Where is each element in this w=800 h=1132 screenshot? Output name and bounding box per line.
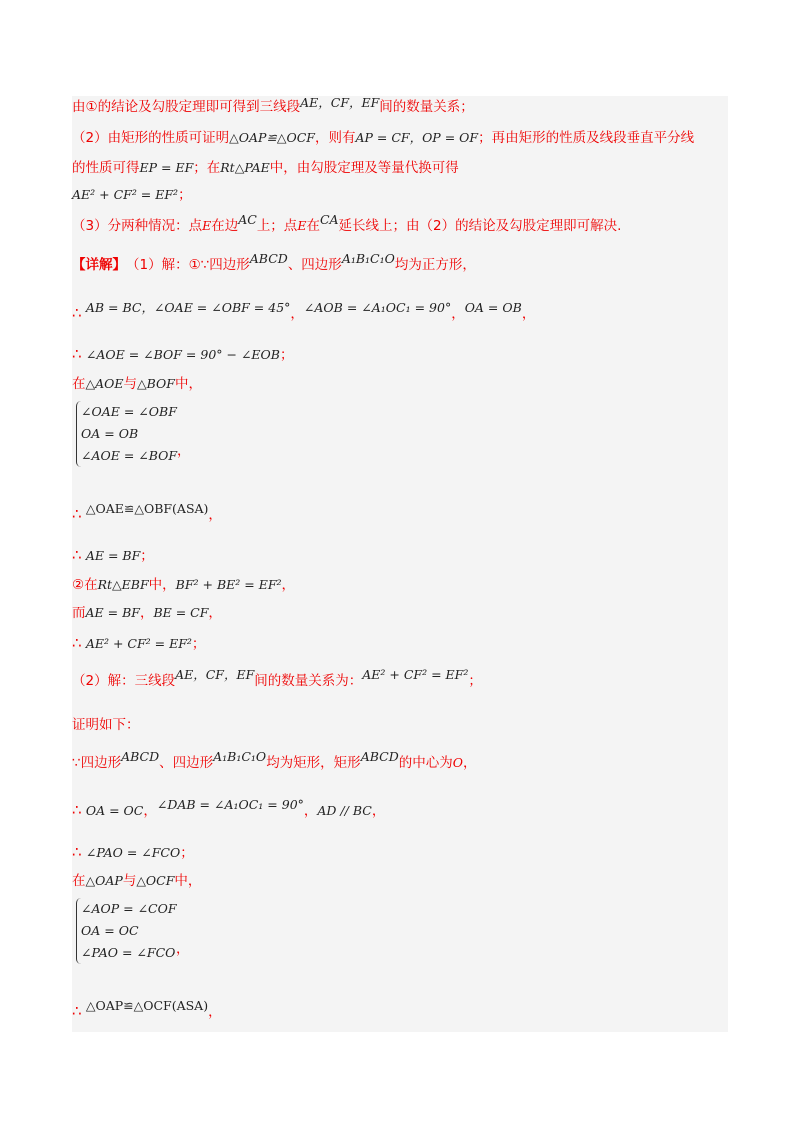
- math: △OAE≌△OBF(ASA): [85, 501, 209, 516]
- math: ∠AOE = ∠BOF = 90° − ∠EOB: [85, 347, 280, 362]
- math: △OAP: [85, 873, 123, 888]
- text: 的性质可得: [72, 160, 140, 176]
- text: ，: [139, 605, 154, 621]
- text-line: [72, 375, 202, 393]
- therefore-symbol: ∴: [72, 546, 82, 564]
- math: E: [202, 218, 212, 233]
- therefore-symbol: ∴: [72, 345, 82, 363]
- text-line: [72, 251, 476, 274]
- math: AP = CF，OP = OF: [355, 130, 479, 145]
- text: ；: [140, 548, 154, 564]
- text-line: [72, 501, 222, 524]
- text: ，: [176, 941, 190, 957]
- text-line: [72, 843, 194, 862]
- text: 间的数量关系为：: [254, 673, 363, 689]
- text: ，: [177, 443, 191, 459]
- text-line: [176, 940, 190, 958]
- math: EP = EF: [139, 160, 194, 175]
- therefore-symbol: ∴: [72, 1002, 82, 1020]
- equation-system: [76, 401, 177, 467]
- equation-system: [76, 898, 177, 964]
- equation: ∠OAE = ∠OBF: [81, 404, 177, 419]
- text-line: [72, 345, 293, 364]
- text: 均为矩形，矩形: [266, 755, 361, 771]
- text-line: [72, 186, 192, 204]
- text: （3）分两种情况：点: [72, 218, 203, 234]
- text: ，: [303, 803, 318, 819]
- math: AE² + CF² = EF²: [362, 667, 469, 682]
- text: 与: [123, 376, 138, 392]
- math: BE = CF: [153, 605, 209, 620]
- math: AE = BF: [85, 548, 141, 563]
- text: ，则有: [314, 130, 356, 146]
- math: ∠AOB = ∠A₁OC₁ = 90°: [303, 300, 452, 315]
- text-line: [72, 797, 386, 820]
- text-line: [72, 998, 222, 1021]
- math: △OCF: [136, 873, 175, 888]
- math: AE² + CF² = EF²: [72, 187, 179, 202]
- math: A₁B₁C₁O: [213, 749, 267, 764]
- text-line: [72, 716, 140, 734]
- text: ，: [521, 306, 536, 322]
- math: OA = OC: [85, 803, 144, 818]
- math: △OAP≌△OCF(ASA): [85, 998, 209, 1013]
- text-line: [72, 129, 694, 147]
- text: ，: [462, 755, 477, 771]
- math: ∠DAB = ∠A₁OC₁ = 90°: [156, 797, 304, 812]
- math: Rt△PAE: [220, 160, 270, 175]
- text: 与: [122, 873, 137, 889]
- text: ②在: [72, 577, 98, 593]
- math: Rt△EBF: [97, 577, 149, 592]
- text: ，: [208, 605, 222, 621]
- text: ，: [143, 803, 157, 819]
- text: 间的数量关系；: [379, 99, 474, 115]
- text: 中，: [174, 873, 202, 889]
- text: ；: [191, 636, 206, 652]
- math: E: [297, 218, 307, 233]
- equation: OA = OC: [81, 923, 139, 938]
- text: 、四边形: [159, 755, 214, 771]
- text: 证明如下：: [72, 717, 140, 733]
- text: ；: [180, 845, 194, 861]
- text: 在: [306, 218, 320, 234]
- text: 中，: [174, 376, 202, 392]
- math: AD // BC: [317, 803, 372, 818]
- therefore-symbol: ∴: [72, 801, 82, 819]
- text: （2）由矩形的性质可证明: [72, 130, 230, 146]
- text: ；: [178, 187, 192, 203]
- equation: ∠AOE = ∠BOF: [81, 448, 178, 463]
- text-line: [72, 95, 474, 116]
- text-line: [72, 576, 295, 594]
- math: ABCD: [360, 749, 399, 764]
- text: ∵四边形: [72, 755, 122, 771]
- therefore-symbol: ∴: [72, 304, 82, 322]
- text: ，: [451, 306, 465, 322]
- document-page: [72, 96, 728, 1032]
- math: AC: [238, 212, 257, 227]
- text: 延长线上；由（2）的结论及勾股定理即可解决.: [338, 218, 622, 234]
- text: 均为正方形，: [394, 257, 476, 273]
- text: ；再由矩形的性质及线段垂直平分线: [478, 130, 695, 146]
- text-line: [72, 749, 477, 772]
- math: ABCD: [249, 251, 288, 266]
- text: 的中心为: [398, 755, 453, 771]
- text: ；: [468, 673, 482, 689]
- equation: OA = OB: [81, 426, 139, 441]
- text: 由①的结论及勾股定理即可得到三线段: [72, 99, 301, 115]
- math: OA = OB: [464, 300, 522, 315]
- text: 在: [72, 873, 86, 889]
- math: CA: [319, 212, 339, 227]
- text-line: [177, 442, 191, 460]
- text: ，: [290, 306, 304, 322]
- text: ，: [281, 577, 295, 593]
- text: （2）解：三线段: [72, 673, 176, 689]
- equation: ∠AOP = ∠COF: [81, 901, 177, 916]
- math: △AOE: [85, 376, 124, 391]
- math: AE，CF，EF: [300, 95, 380, 110]
- text-line: [72, 604, 222, 622]
- math: BF² + BE² = EF²: [175, 577, 282, 592]
- text-line: [72, 634, 205, 653]
- text: 在边: [211, 218, 239, 234]
- math: AE² + CF² = EF²: [85, 636, 192, 651]
- text: 在: [72, 376, 86, 392]
- text-line: [72, 159, 459, 177]
- math: AE = BF: [85, 605, 140, 620]
- text: 上；点: [256, 218, 298, 234]
- math: ABCD: [121, 749, 160, 764]
- text: 而: [72, 605, 86, 621]
- equation: ∠PAO = ∠FCO: [81, 945, 176, 960]
- text: ；在: [193, 160, 221, 176]
- detail-heading: 【详解】: [72, 257, 126, 273]
- math: A₁B₁C₁O: [341, 251, 395, 266]
- text: 、四边形: [287, 257, 342, 273]
- text: ，: [208, 1004, 222, 1020]
- text-line: [72, 300, 536, 323]
- math: AB = BC，∠OAE = ∠OBF = 45°: [85, 300, 291, 315]
- therefore-symbol: ∴: [72, 843, 82, 861]
- text-line: [72, 667, 482, 690]
- text: 中，由勾股定理及等量代换可得: [269, 160, 459, 176]
- math: O: [452, 755, 463, 770]
- therefore-symbol: ∴: [72, 505, 82, 523]
- text-line: [72, 212, 622, 235]
- math: AE，CF，EF: [175, 667, 255, 682]
- therefore-symbol: ∴: [72, 634, 82, 652]
- text: ；: [279, 347, 294, 363]
- text-line: [72, 872, 201, 890]
- math: ∠PAO = ∠FCO: [85, 845, 181, 860]
- text: 中，: [148, 577, 176, 593]
- math: △BOF: [137, 376, 175, 391]
- text: ，: [371, 803, 386, 819]
- math: △OAP≌△OCF: [229, 130, 315, 145]
- text: ，: [208, 507, 222, 523]
- text: （1）解：①∵四边形: [126, 257, 250, 273]
- text-line: [72, 546, 154, 565]
